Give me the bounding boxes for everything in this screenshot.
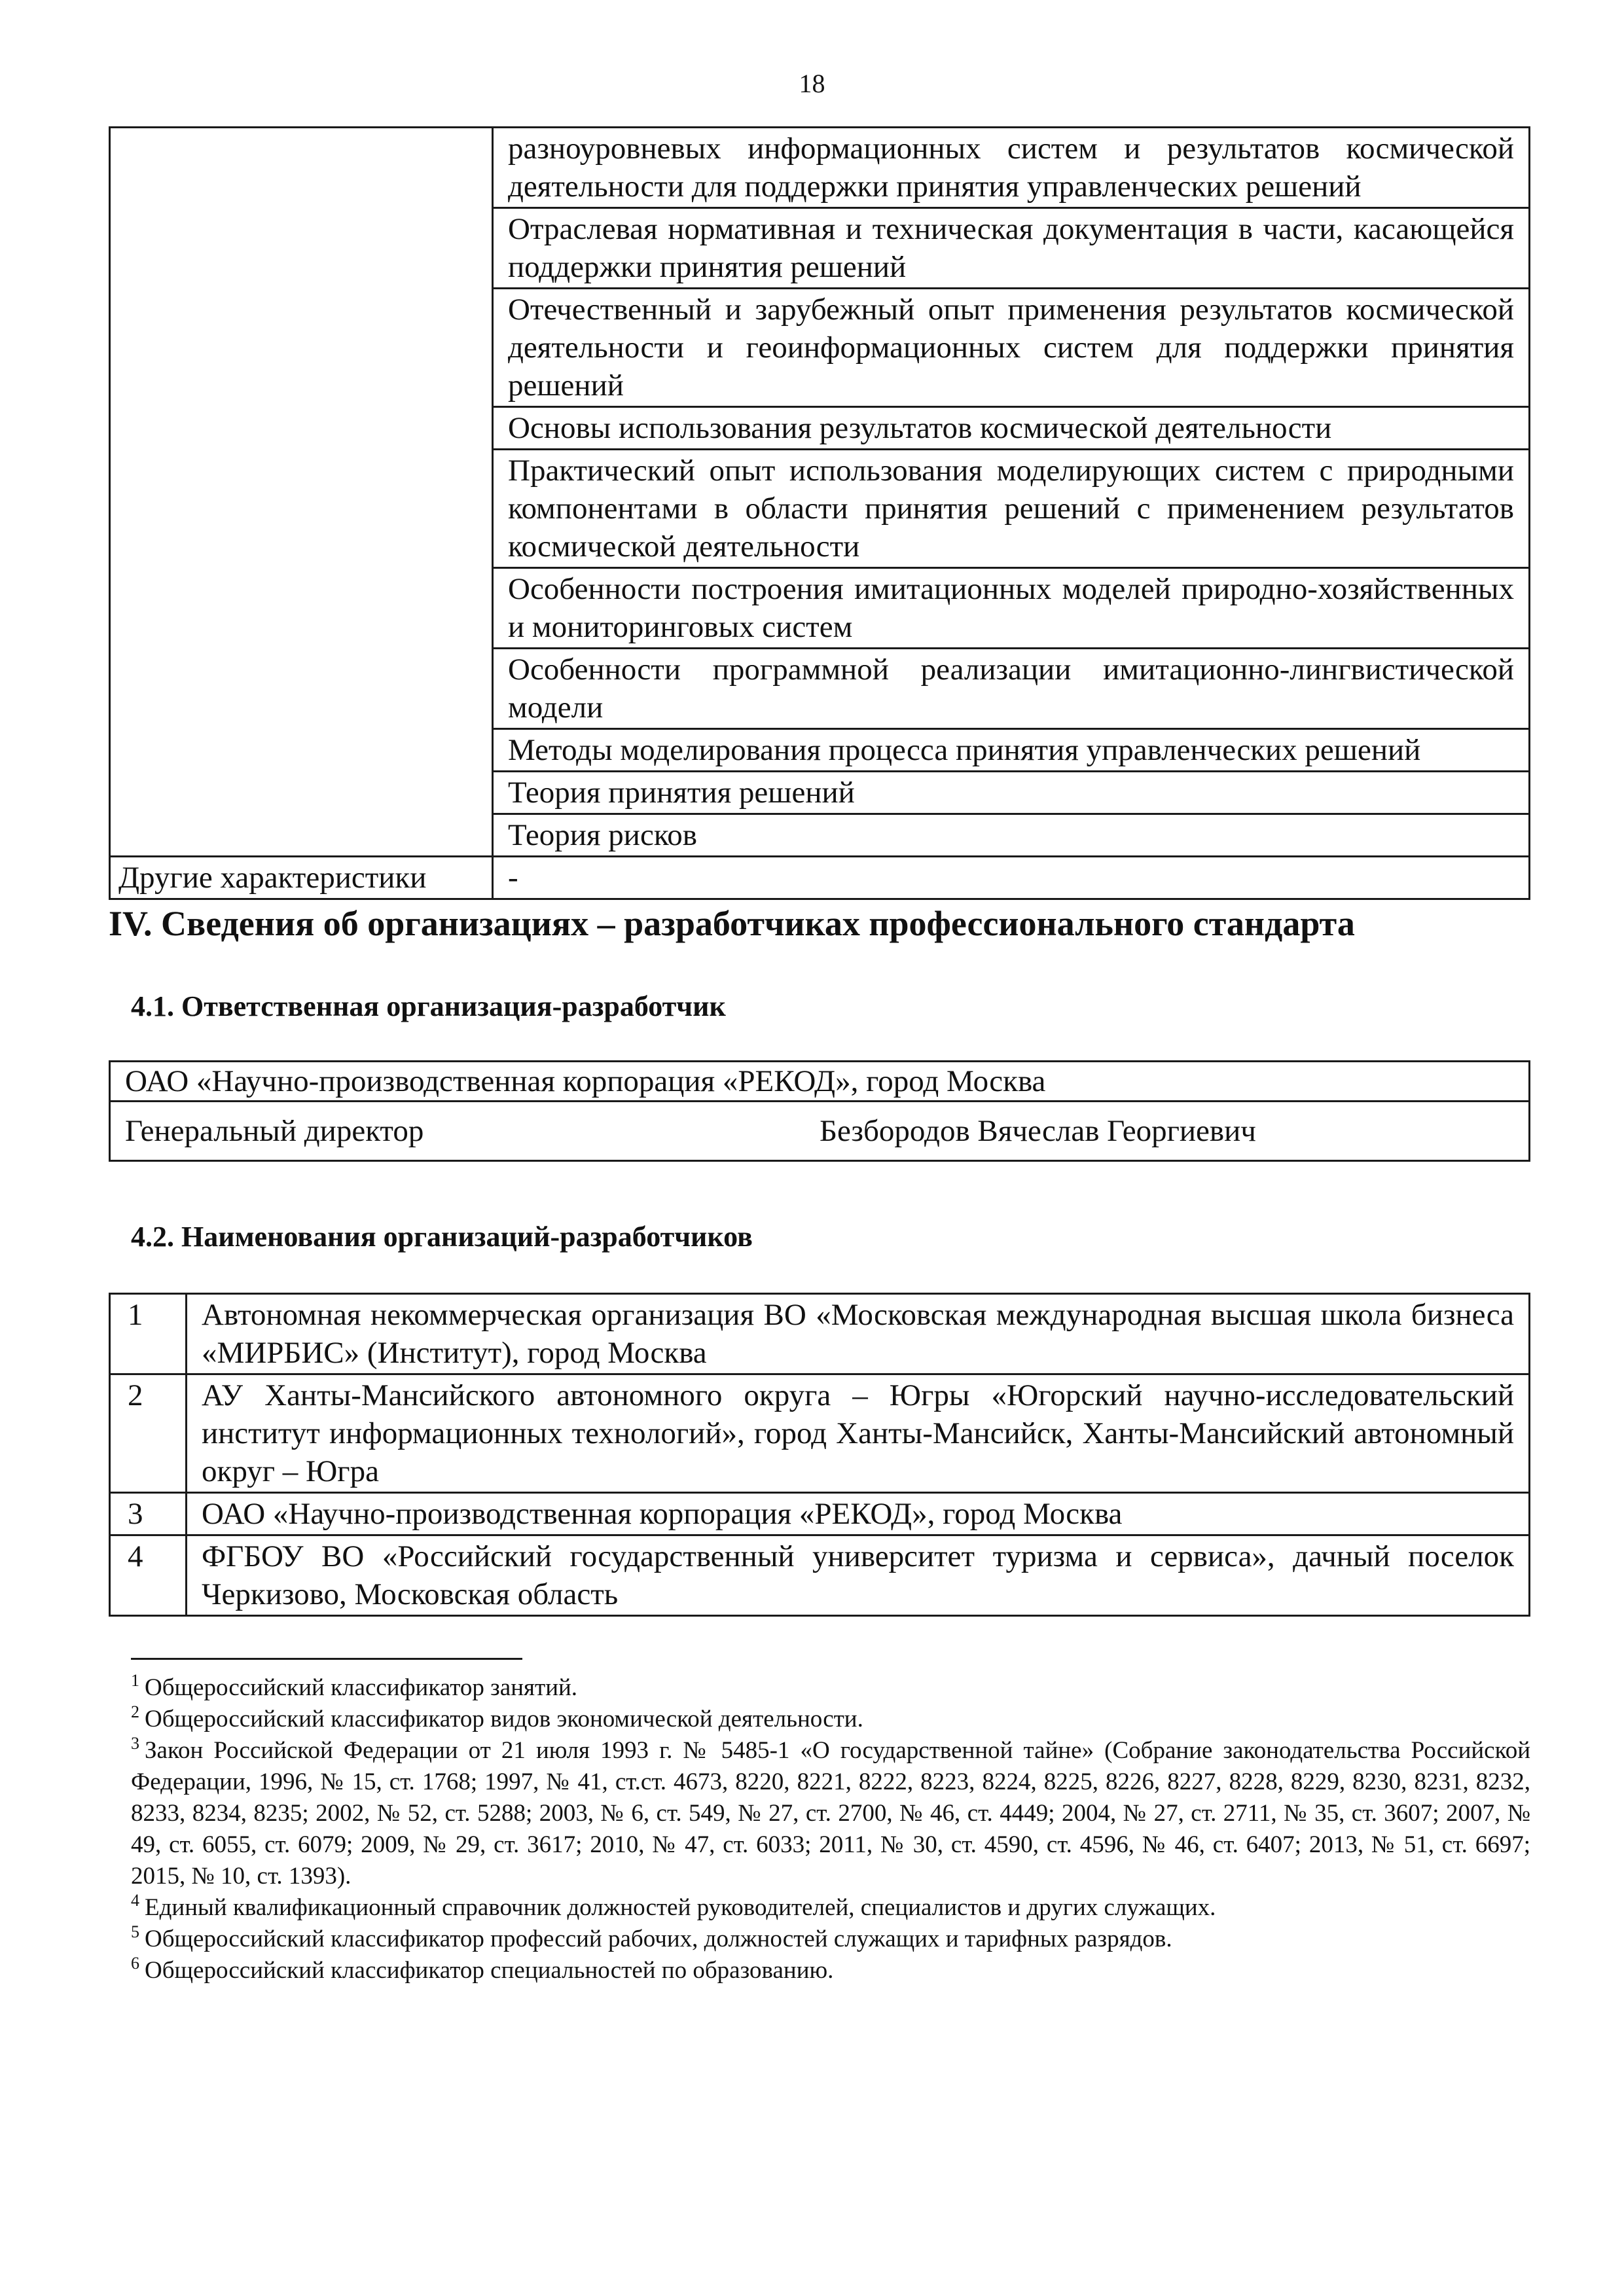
footnote [131,1672,1530,1704]
page-number: 18 [799,69,825,98]
org-name: ФГБОУ ВО «Российский государственный университет туризма и сервиса», дачный поселок Черкизово, Московская область [187,1535,1530,1616]
footnote-text: Общероссийский классификатор видов экономической деятельности. [145,1706,863,1732]
org-name: АУ Ханты-Мансийского автономного округа – Югры «Югорский научно-исследовательский институт информационных технологий», город Ханты-Мансийск, Ханты-Мансийский автономный округ – Югра [187,1374,1530,1493]
other-characteristics-label: Другие характеристики [110,857,493,899]
table-cell: Теория рисков [493,814,1530,857]
footnote-text: Общероссийский классификатор специальностей по образованию. [145,1957,834,1984]
table-cell: Основы использования результатов космической деятельности [493,407,1530,450]
footnote [131,1892,1530,1924]
footnote-text: Общероссийский классификатор профессий рабочих, должностей служащих и тарифных разрядов. [145,1926,1172,1952]
subsection-heading-responsible: 4.1. Ответственная организация-разработчик [131,990,726,1022]
org-number: 3 [110,1493,187,1535]
table-cell: Отечественный и зарубежный опыт применения результатов космической деятельности и геоинформационных систем для поддержки принятия решений [493,289,1530,407]
director-title: Генеральный директор [110,1102,820,1161]
table-row [110,1493,1530,1535]
developer-orgs-table [109,1293,1530,1617]
table-row [110,128,1530,208]
table-row [110,1294,1530,1374]
table-cell: Методы моделирования процесса принятия управленческих решений [493,729,1530,772]
footnote-separator [131,1658,522,1660]
knowledge-table [109,126,1530,900]
subsection-heading-developers: 4.2. Наименования организаций-разработчиков [131,1221,753,1253]
footnote [131,1955,1530,1986]
org-number: 4 [110,1535,187,1616]
table-cell: Особенности программной реализации имитационно-лингвистической модели [493,649,1530,729]
footnotes [131,1672,1530,1986]
org-name: Автономная некоммерческая организация ВО «Московская международная высшая школа бизнеса «МИРБИС» (Институт), город Москва [187,1294,1530,1374]
footnote-mark: 1 [131,1671,139,1690]
footnote-mark: 3 [131,1734,139,1753]
responsible-org-table [109,1060,1530,1162]
section-heading: IV. Сведения об организациях – разработчиках профессионального стандарта [109,904,1355,943]
table-cell: Практический опыт использования моделирующих систем с природными компонентами в области принятия решений с применением результатов космической деятельности [493,450,1530,568]
table-row [110,1535,1530,1616]
footnote [131,1924,1530,1955]
org-name: ОАО «Научно-производственная корпорация «РЕКОД», город Москва [187,1493,1530,1535]
table-row [110,1374,1530,1493]
footnote-mark: 6 [131,1954,139,1973]
org-number: 2 [110,1374,187,1493]
table-row [110,1102,1530,1161]
table-cell: разноуровневых информационных систем и результатов космической деятельности для поддержки принятия управленческих решений [493,128,1530,208]
footnote-text: Закон Российской Федерации от 21 июля 1993 г. № 5485-1 «О государственной тайне» (Собрание законодательства Российской Федерации, 1996, № 15, ст. 1768; 1997, № 41, ст.ст. 4673, 8220, 8221, 8222, 8223, 8224, 8225, 8226, 8227, 8228, 8229, 8230, 8231, 8232, 8233, 8234, 8235; 2002, № 52, ст. 5288; 2003, № 6, ст. 549, № 27, ст. 2700, № 46, ст. 4449; 2004, № 27, ст. 2711, № 35, ст. 3607; 2007, № 49, ст. 6055, ст. 6079; 2009, № 29, ст. 3617; 2010, № 47, ст. 6033; 2011, № 30, ст. 4590, ст. 4596, № 46, ст. 6407; 2013, № 51, ст. 6697; 2015, № 10, ст. 1393). [131,1737,1530,1890]
org-number: 1 [110,1294,187,1374]
footnote-text: Единый квалификационный справочник должностей руководителей, специалистов и других служащих. [145,1894,1216,1921]
responsible-org-name: ОАО «Научно-производственная корпорация «РЕКОД», город Москва [110,1062,1530,1102]
table-label-cell [110,128,493,857]
table-cell: Особенности построения имитационных моделей природно-хозяйственных и мониторинговых систем [493,568,1530,649]
table-row [110,857,1530,899]
footnote-mark: 4 [131,1891,139,1910]
other-characteristics-value: - [493,857,1530,899]
footnote-mark: 2 [131,1702,139,1721]
director-name: Безбородов Вячеслав Георгиевич [820,1102,1530,1161]
table-row [110,1062,1530,1102]
footnote-text: Общероссийский классификатор занятий. [145,1674,578,1701]
table-cell: Теория принятия решений [493,772,1530,814]
table-cell: Отраслевая нормативная и техническая документация в части, касающейся поддержки принятия решений [493,208,1530,289]
footnote [131,1704,1530,1735]
footnote-mark: 5 [131,1922,139,1941]
footnote [131,1735,1530,1892]
